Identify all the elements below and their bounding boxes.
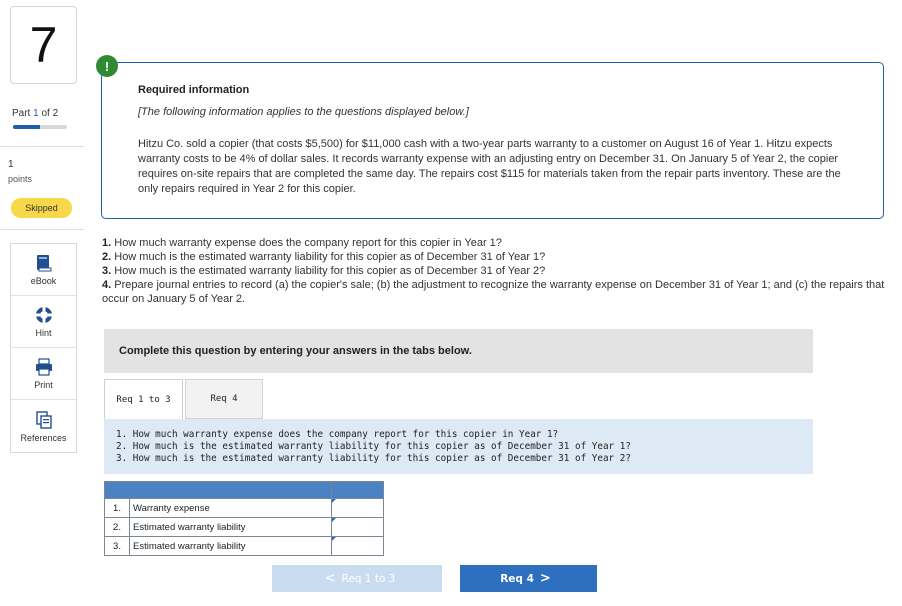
answer-cell <box>332 518 384 537</box>
prev-tab-button[interactable] <box>272 565 442 592</box>
tool-label: eBook <box>30 276 57 286</box>
warranty-expense-input[interactable] <box>332 499 383 517</box>
question-item <box>102 250 887 264</box>
part-progress-fill <box>13 125 40 129</box>
required-information-body: Hitzu Co. sold a copier (that costs $5,500) for $11,000 cash with a two-year parts warranty to a customer on August 16 of Year 1. Hitzu expects warranty costs to be 4% of dollar sales. It records warranty expense with an adjusting entry on December 31. On January 5 of Year 2, the copier requires on-site repairs that are completed the same day. The repairs cost $115 for materials taken from the repair parts inventory. These are the only repairs required in Year 2 for this copier. <box>138 138 841 195</box>
table-row <box>105 518 384 537</box>
row-number: 2. <box>105 518 130 537</box>
sidebar-divider <box>0 146 84 147</box>
warranty-liability-year2-input[interactable] <box>332 537 383 555</box>
prev-tab-label: Req 1 to 3 <box>341 572 396 585</box>
question-text: Prepare journal entries to record (a) the copier's sale; (b) the adjustment to recognize the warranty expense on December 31 of Year 1; and (c) the repairs that occur on January 5 of Year 2. <box>102 279 885 305</box>
instruction-banner: Complete this question by entering your answers in the tabs below. <box>104 329 813 373</box>
table-header-cell <box>332 482 384 499</box>
points-label: points <box>8 174 33 184</box>
tool-ebook[interactable] <box>11 244 76 296</box>
table-row <box>105 537 384 556</box>
answer-table <box>104 481 384 556</box>
answer-cell <box>332 537 384 556</box>
tool-references[interactable] <box>11 400 76 452</box>
part-total: of 2 <box>41 108 59 119</box>
question-number: 7 <box>29 17 58 73</box>
status-badge: Skipped <box>11 198 72 218</box>
question-number-label: 1. <box>102 237 112 249</box>
question-text: How much is the estimated warranty liability for this copier as of December 31 of Year 1? <box>114 251 546 263</box>
part-indicator <box>12 108 58 119</box>
row-label: Warranty expense <box>130 499 332 518</box>
tab-req-1-to-3[interactable]: Req 1 to 3 <box>104 379 183 420</box>
part-prefix: Part <box>12 108 31 119</box>
tool-label: Print <box>34 380 53 390</box>
tools-panel <box>10 243 77 453</box>
row-number: 1. <box>105 499 130 518</box>
tab-panel-prompt <box>104 419 813 474</box>
lifebuoy-icon <box>35 305 53 325</box>
part-current: 1 <box>33 108 39 119</box>
required-information-panel <box>101 62 884 219</box>
tab-req-4[interactable]: Req 4 <box>185 379 263 419</box>
part-progress-bar <box>13 125 67 129</box>
question-item <box>102 236 887 250</box>
tab-panel-line: 3. How much is the estimated warranty liability for this copier as of December 31 of Year 2? <box>116 453 631 464</box>
tool-label: References <box>20 432 67 443</box>
question-item <box>102 264 887 278</box>
answer-cell <box>332 499 384 518</box>
question-item <box>102 278 887 306</box>
question-list <box>102 236 887 306</box>
printer-icon <box>35 357 53 377</box>
table-header-row <box>105 482 384 499</box>
documents-icon <box>35 410 53 430</box>
row-label: Estimated warranty liability <box>130 537 332 556</box>
table-row <box>105 499 384 518</box>
tool-print[interactable] <box>11 348 76 400</box>
question-number-box <box>10 6 77 84</box>
alert-icon: ! <box>96 55 118 77</box>
question-number-label: 4. <box>102 279 112 291</box>
tab-panel-line: 2. How much is the estimated warranty liability for this copier as of December 31 of Year 1? <box>116 441 631 452</box>
row-number: 3. <box>105 537 130 556</box>
sidebar-divider <box>0 229 84 230</box>
question-number-label: 3. <box>102 265 112 277</box>
required-information-title: Required information <box>138 84 250 96</box>
question-number-label: 2. <box>102 251 112 263</box>
points-value: 1 <box>8 159 14 170</box>
next-tab-button[interactable] <box>460 565 597 592</box>
question-text: How much warranty expense does the company report for this copier in Year 1? <box>114 237 502 249</box>
chevron-right-icon: > <box>539 571 551 586</box>
tool-hint[interactable] <box>11 296 76 348</box>
tool-label: Hint <box>35 328 52 338</box>
row-label: Estimated warranty liability <box>130 518 332 537</box>
required-information-subtitle: [The following information applies to the questions displayed below.] <box>138 106 469 118</box>
warranty-liability-year1-input[interactable] <box>332 518 383 536</box>
question-text: How much is the estimated warranty liability for this copier as of December 31 of Year 2? <box>114 265 546 277</box>
book-icon <box>36 253 52 273</box>
chevron-left-icon: < <box>324 571 336 586</box>
next-tab-label: Req 4 <box>500 572 534 585</box>
tab-panel-line: 1. How much warranty expense does the company report for this copier in Year 1? <box>116 429 559 440</box>
table-header-cell <box>105 482 332 499</box>
